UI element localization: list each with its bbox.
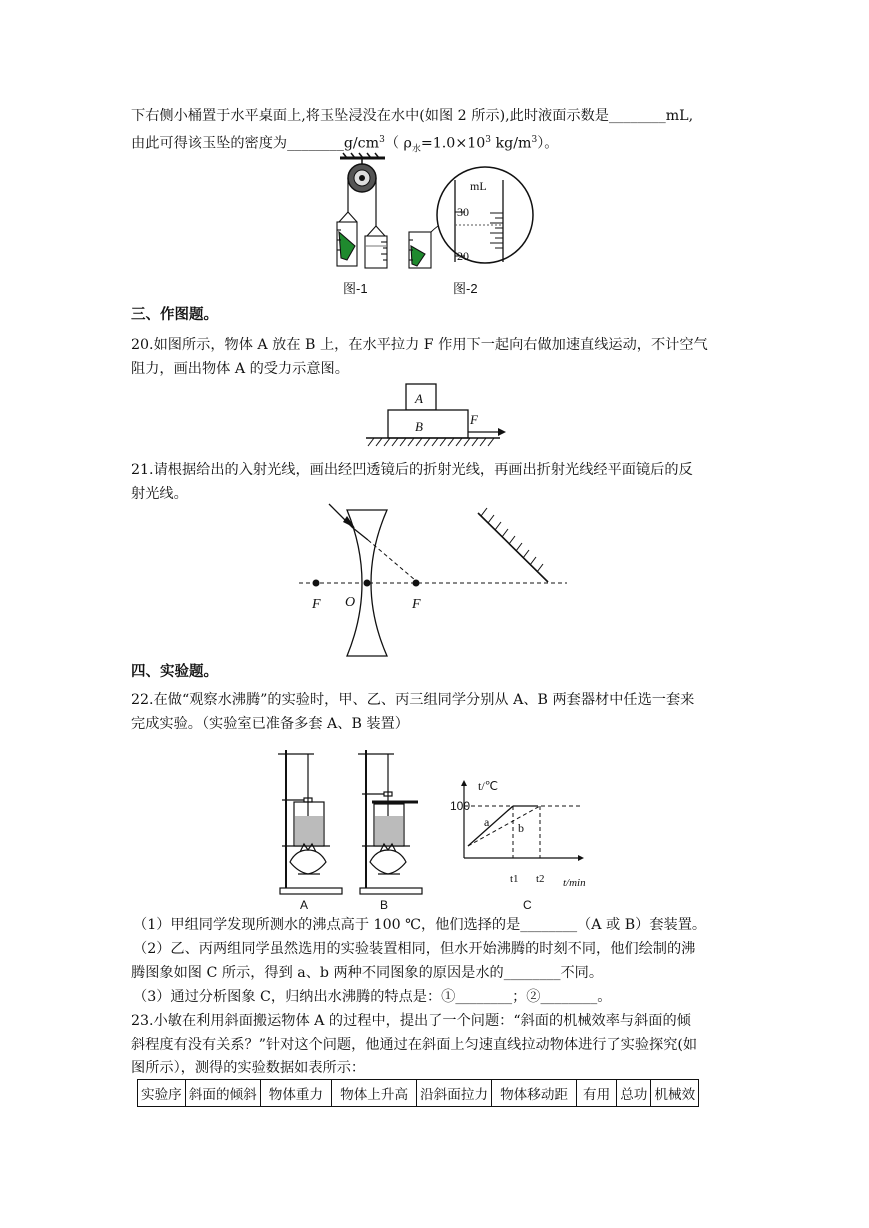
q22-sub2: （2）乙、丙两组同学虽然选用的实验装置相同，但水开始沸腾的时刻不同，他们绘制的沸 <box>133 941 696 957</box>
table-header-cell: 有用 <box>577 1080 617 1107</box>
line-b <box>468 806 540 846</box>
tick-t2: t2 <box>536 873 545 885</box>
q21-figure <box>295 500 575 660</box>
q19-unit-sup2: 3 <box>531 135 538 145</box>
label-f-right: F <box>412 597 421 612</box>
label-f-left: F <box>312 597 321 612</box>
table-header-cell: 物体上升高 <box>332 1080 417 1107</box>
focus-right-dot <box>413 580 420 587</box>
label-a: A <box>415 391 423 406</box>
right-bucket <box>365 226 387 268</box>
q22-figure <box>268 740 598 912</box>
q22-sub1: （1）甲组同学发现所测水的沸点高于 100 ℃，他们选择的是________（A 或 B）套装置。 <box>133 917 707 933</box>
series-label-b: b <box>518 821 524 835</box>
q19-unit-sup: 3 <box>379 135 385 145</box>
q22-sub2b: 腾图象如图 C 所示，得到 a、b 两种不同图象的原因是水的________不同。 <box>131 965 604 981</box>
q21-line2: 射光线。 <box>131 486 188 502</box>
scale-unit-label: mL <box>470 179 487 193</box>
label-apparatus-a: A <box>300 898 309 912</box>
q23-line3: 图所示），测得的实验数据如表所示： <box>131 1060 366 1076</box>
tick-t1: t1 <box>510 873 519 885</box>
table-header-cell: 斜面的倾斜 <box>185 1080 260 1107</box>
q21-line1: 21.请根据给出的入射光线，画出经凹透镜后的折射光线，再画出折射光线经平面镜后的反 <box>131 462 693 478</box>
table-header-cell: 物体重力 <box>260 1080 331 1107</box>
q23-line1: 23.小敏在利用斜面搬运物体 A 的过程中，提出了一个问题：“斜面的机械效率与斜面的倾 <box>131 1013 691 1029</box>
left-bucket <box>337 212 357 266</box>
table-header-cell: 实验序 <box>138 1080 186 1107</box>
apparatus-b <box>358 750 422 894</box>
label-o: O <box>345 595 356 610</box>
force-f-arrow <box>468 428 506 436</box>
table-header-cell: 机械效 <box>651 1080 699 1107</box>
ray-extension-dashed <box>368 540 415 580</box>
x-axis-label: t/min <box>563 877 586 889</box>
q19-exp-sup: 3 <box>485 135 492 145</box>
small-bucket-table <box>409 232 431 268</box>
ground <box>366 438 500 446</box>
q20-line1: 20.如图所示，物体 A 放在 B 上，在水平拉力 F 作用下一起向右做加速直线运动，不计空气 <box>131 337 708 353</box>
label-b: B <box>415 419 423 434</box>
table-header-cell: 总功 <box>617 1080 651 1107</box>
scale-tick-20: 20 <box>457 249 469 263</box>
label-f: F <box>470 412 478 427</box>
caption-fig-2: 图-2 <box>453 281 478 296</box>
q22-sub3: （3）通过分析图象 C，归纳出水沸腾的特点是：①________；②________。 <box>133 989 612 1005</box>
table-header-cell: 物体移动距 <box>492 1080 577 1107</box>
section-3-title: 三、作图题。 <box>131 306 218 323</box>
block-b <box>388 410 468 438</box>
q23-data-table <box>137 1079 699 1107</box>
magnified-scale <box>431 167 533 263</box>
optical-center-dot <box>364 580 371 587</box>
apparatus-a <box>278 750 342 894</box>
q23-line2: 斜程度有没有关系？”针对这个问题，他通过在斜面上匀速直线拉动物体进行了实验探究(如 <box>131 1037 698 1053</box>
q19-line2-text-a: 由此可得该玉坠的密度为________g/cm <box>131 135 380 152</box>
y-axis-label: t/℃ <box>478 779 499 793</box>
q19-figure <box>325 150 535 300</box>
scale-tick-30: 30 <box>457 205 469 219</box>
q19-line2-text-d: kg/m <box>491 135 532 152</box>
caption-fig-1: 图-1 <box>343 281 368 296</box>
graph-c <box>450 779 586 912</box>
q19-line1: 下右侧小桶置于水平桌面上,将玉坠浸没在水中(如图 2 所示),此时液面示数是________mL, <box>131 108 694 124</box>
label-graph-c: C <box>523 898 532 912</box>
plane-mirror <box>478 508 548 582</box>
table-header-cell: 沿斜面拉力 <box>417 1080 492 1107</box>
q22-line2: 完成实验。（实验室已准备多套 A、B 装置） <box>131 716 409 732</box>
pulley-wheel <box>348 164 376 192</box>
focus-left-dot <box>313 580 320 587</box>
q20-figure <box>360 380 520 452</box>
q19-line2-text-e: ）。 <box>537 135 559 152</box>
section-4-title: 四、实验题。 <box>131 663 218 680</box>
q19-rho-sub: 水 <box>411 144 421 155</box>
y-tick-100: 100 <box>450 799 471 813</box>
q22-line1: 22.在做“观察水沸腾”的实验时，甲、乙、丙三组同学分别从 A、B 两套器材中任选一套来 <box>131 692 695 708</box>
line-a <box>468 806 513 846</box>
label-apparatus-b: B <box>380 898 389 912</box>
q20-line2: 阻力，画出物体 A 的受力示意图。 <box>131 361 349 377</box>
series-label-a: a <box>484 815 490 829</box>
q19-line2-text-b: （ ρ <box>384 135 412 152</box>
table-header-row <box>138 1080 699 1107</box>
q19-line2-text-c: =1.0×10 <box>420 135 486 152</box>
